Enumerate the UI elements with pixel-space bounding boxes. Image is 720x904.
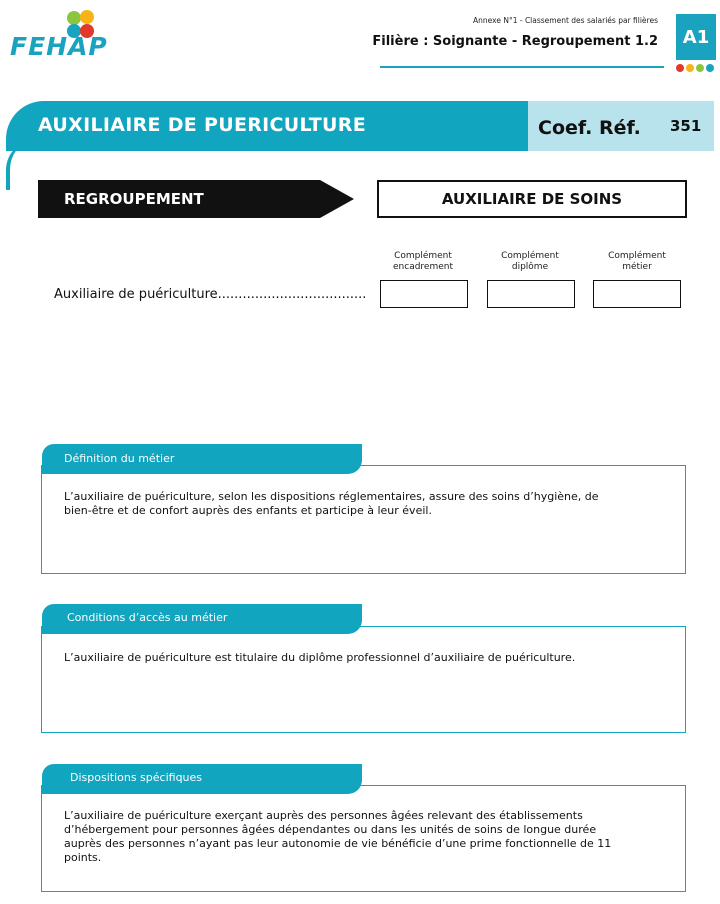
complement-diplome-header: Complément diplôme [501, 251, 559, 272]
section-code-badge: A1 [676, 14, 716, 60]
green-dot-icon [696, 64, 704, 72]
yellow-dot-icon [686, 64, 694, 72]
definition-box [41, 465, 686, 574]
complement-metier-field[interactable] [593, 280, 681, 308]
dispositions-title: Dispositions spécifiques [70, 771, 203, 784]
blue-dot-icon [706, 64, 714, 72]
regroupement-label: REGROUPEMENT [64, 190, 204, 208]
job-title: AUXILIAIRE DE PUERICULTURE [38, 114, 366, 136]
conditions-text: L’auxiliaire de puériculture est titulaire du diplôme professionnel d’auxiliaire de puériculture. [64, 651, 576, 664]
conditions-box [41, 626, 686, 733]
dispositions-text: L’auxiliaire de puériculture exerçant auprès des personnes âgées relevant des établissements d’hébergement pour personnes âgées dépendantes ou dans les unités de soins de longue durée auprès des personnes n’ayant pas leur autonomie de vie bénéficie d’une prime fonctionnelle de 11 points. [64, 809, 612, 864]
filiere-heading: Filière : Soignante - Regroupement 1.2 [372, 34, 658, 49]
conditions-title: Conditions d’accès au métier [67, 611, 228, 624]
fehap-logo: FEHAP [10, 32, 108, 61]
complement-diplome-field[interactable] [487, 280, 575, 308]
definition-text: L’auxiliaire de puériculture, selon les dispositions réglementaires, assure des soins d’hygiène, de bien-être et de confort auprès des enfants et participe à leur éveil. [64, 490, 599, 517]
complement-encadrement-field[interactable] [380, 280, 468, 308]
coef-value: 351 [670, 117, 702, 135]
regroupement-value: AUXILIAIRE DE SOINS [377, 180, 687, 218]
red-dot-icon [676, 64, 684, 72]
color-dots [676, 64, 714, 72]
definition-title: Définition du métier [64, 452, 175, 465]
complement-encadrement-header: Complément encadrement [393, 251, 453, 272]
header-divider [380, 66, 664, 68]
annexe-caption: Annexe N°1 - Classement des salariés par filières [473, 16, 658, 25]
coef-label: Coef. Réf. [538, 117, 641, 139]
complement-metier-header: Complément métier [608, 251, 666, 272]
complement-row-label: Auxiliaire de puériculture.................................... [54, 287, 367, 302]
